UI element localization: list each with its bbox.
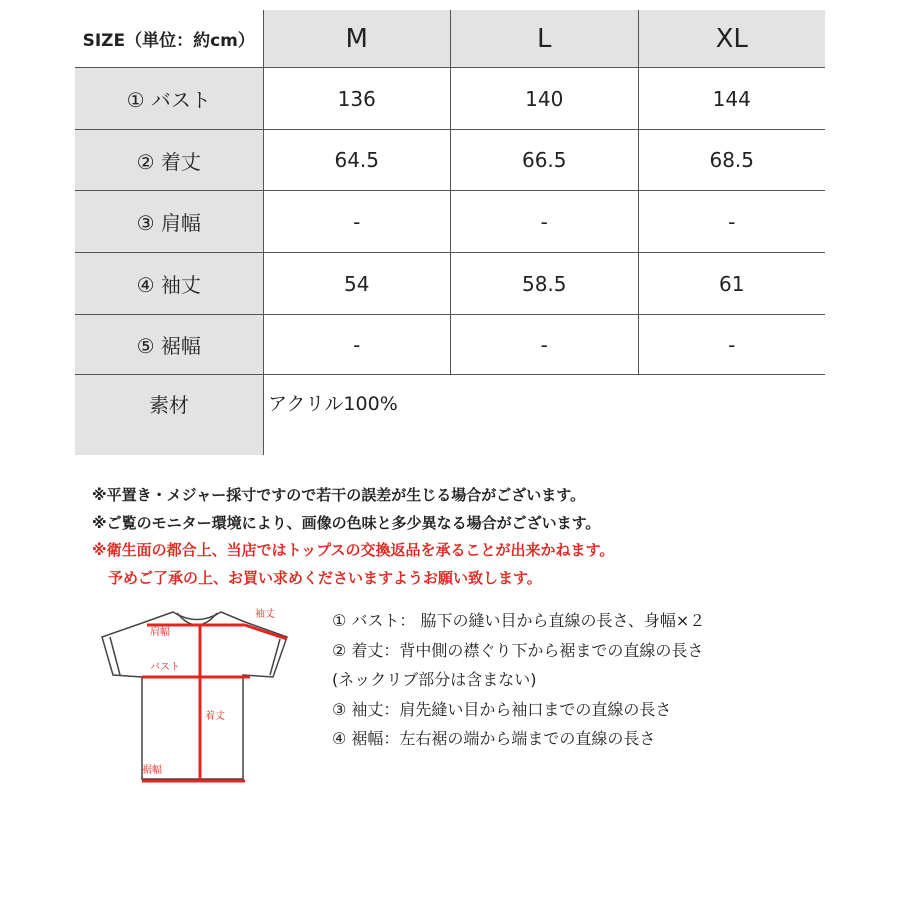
cell: - — [264, 315, 452, 374]
label-bust: バスト — [150, 662, 180, 673]
size-xl: XL — [639, 10, 826, 67]
description: (ネックリブ部分は含まない) — [332, 670, 537, 689]
cell: 61 — [719, 271, 745, 296]
label-shoulder: 肩幅 — [150, 627, 170, 638]
cell: - — [451, 191, 639, 252]
description: ① バスト： 脇下の縫い目から直線の長さ、身幅×２ — [332, 611, 706, 630]
size-unit-label: SIZE（単位：約cm） — [75, 10, 264, 67]
label-sleeve: 袖丈 — [255, 609, 275, 620]
cell: 144 — [712, 86, 751, 111]
row-label: ① バスト — [75, 68, 264, 129]
tshirt-diagram — [95, 597, 295, 792]
size-l: L — [451, 10, 639, 67]
cell: - — [451, 315, 639, 374]
cell: 68.5 — [709, 148, 755, 172]
table-header — [75, 10, 825, 68]
row-label: ② 着丈 — [75, 130, 264, 190]
cell: - — [264, 191, 452, 252]
row-label: ⑤ 裾幅 — [75, 315, 264, 374]
cell: 136 — [264, 68, 452, 129]
table-row — [75, 130, 825, 191]
row-label: ④ 袖丈 — [75, 253, 264, 314]
label-hem: 裾幅 — [142, 765, 162, 776]
notes — [92, 482, 614, 592]
cell: 58.5 — [451, 253, 639, 314]
table-row — [75, 315, 825, 375]
note-warning: 予めご了承の上、お買い求めくださいますようお願い致します。 — [108, 568, 542, 587]
material-row — [75, 375, 825, 455]
label-length: 着丈 — [205, 711, 225, 722]
measurement-descriptions — [332, 606, 705, 754]
description: ③ 袖丈：肩先縫い目から袖口までの直線の長さ — [332, 699, 672, 719]
row-label: ③ 肩幅 — [75, 191, 264, 252]
cell: 64.5 — [264, 130, 452, 190]
material-value: アクリル100% — [268, 393, 398, 415]
shirt-outline — [102, 612, 287, 779]
table-row — [75, 68, 825, 130]
table-row — [75, 253, 825, 315]
cell: - — [728, 332, 736, 357]
size-m: M — [264, 10, 452, 67]
description: ② 着丈：背中側の襟ぐり下から裾までの直線の長さ — [332, 640, 704, 660]
material-label: 素材 — [75, 375, 264, 455]
note: ※ご覧のモニター環境により、画像の色味と多少異なる場合がございます。 — [92, 513, 601, 532]
cell: 66.5 — [451, 130, 639, 190]
cell: 54 — [264, 253, 452, 314]
note-warning: ※衛生面の都合上、当店ではトップスの交換返品を承ることが出来かねます。 — [92, 541, 615, 559]
size-table — [75, 10, 825, 455]
cell: - — [728, 209, 736, 234]
note: ※平置き・メジャー採寸ですので若干の誤差が生じる場合がございます。 — [92, 486, 586, 504]
cell: 140 — [451, 68, 639, 129]
description: ④ 裾幅：左右裾の端から端までの直線の長さ — [332, 729, 656, 748]
table-row — [75, 191, 825, 253]
